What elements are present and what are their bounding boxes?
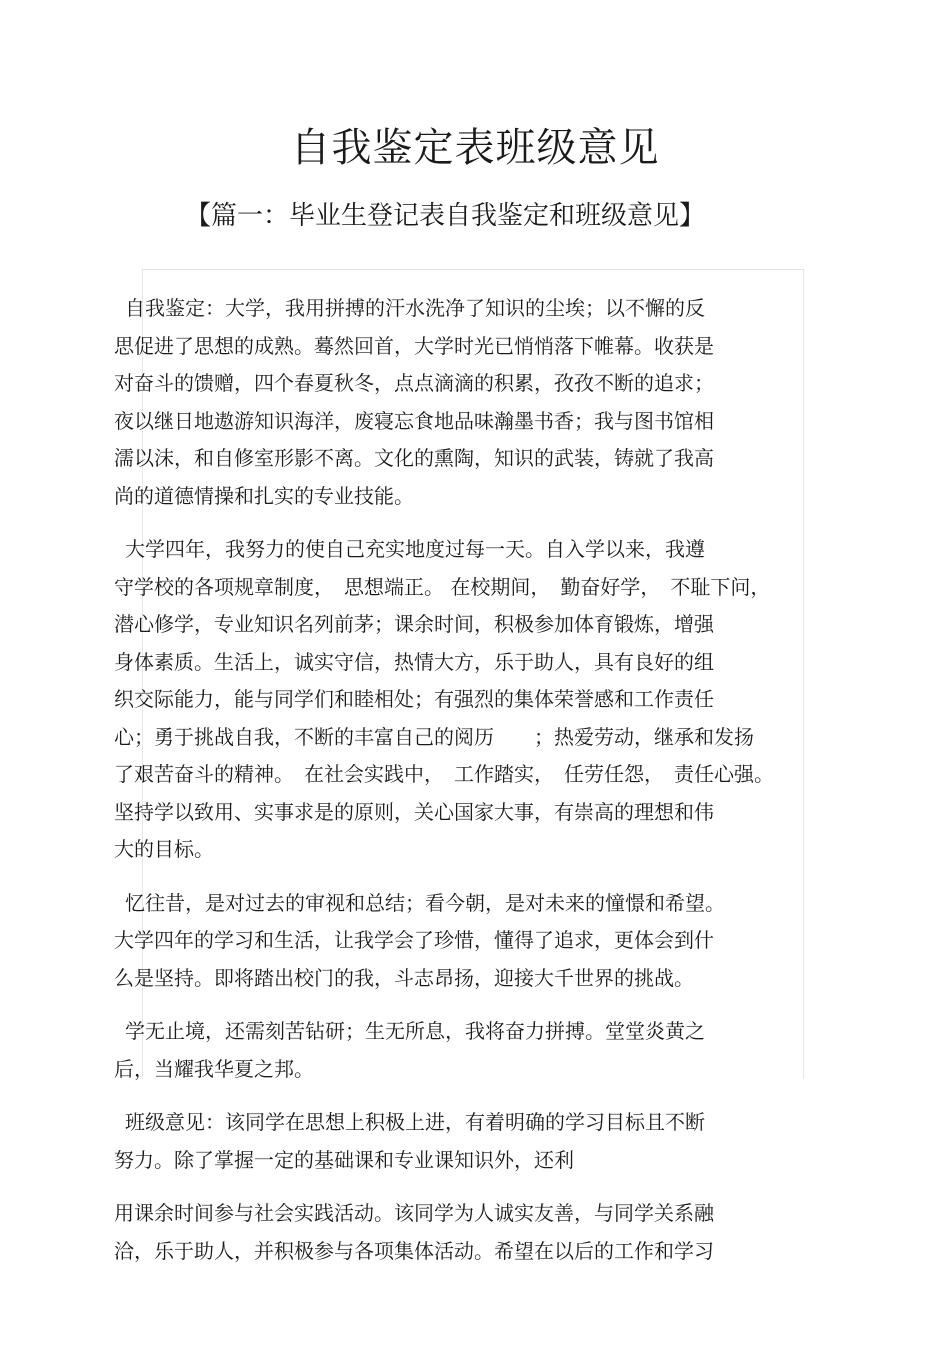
text-line: 思促进了思想的成熟。蓦然回首，大学时光已悄悄落下帷幕。收获是 bbox=[114, 333, 714, 358]
text-line: 用课余时间参与社会实践活动。该同学为人诚实友善，与同学关系融 bbox=[114, 1201, 714, 1225]
paragraph-self-assessment bbox=[114, 290, 844, 515]
text-line: 么是坚持。即将踏出校门的我，斗志昂扬，迎接大千世界的挑战。 bbox=[114, 965, 694, 990]
text-line: 濡以沫，和自修室形影不离。文化的熏陶，知识的武装，铸就了我高 bbox=[114, 446, 714, 470]
text-line: 对奋斗的馈赠，四个春夏秋冬，点点滴滴的积累，孜孜不断的追求； bbox=[114, 371, 714, 395]
text-line: 尚的道德情操和扎实的专业技能。 bbox=[114, 483, 414, 508]
page-subtitle: 【篇一：毕业生登记表自我鉴定和班级意见】 bbox=[184, 201, 705, 231]
paragraph-class-opinion bbox=[114, 1104, 844, 1179]
text-line: 夜以继日地遨游知识海洋，废寝忘食地品味瀚墨书香；我与图书馆相 bbox=[114, 408, 714, 433]
text-line: 守学校的各项规章制度， 思想端正。 在校期间， 勤奋好学， 不耻下问， bbox=[114, 574, 771, 599]
paragraph-class-opinion-continued bbox=[114, 1195, 844, 1270]
text-line: 自我鉴定：大学，我用拼搏的汗水洗净了知识的尘埃；以不懈的反 bbox=[125, 296, 705, 320]
text-line: 洽，乐于助人，并积极参与各项集体活动。希望在以后的工作和学习 bbox=[114, 1238, 714, 1263]
text-line: 学无止境，还需刻苦钻研；生无所息，我将奋力拼搏。堂堂炎黄之 bbox=[125, 1019, 705, 1043]
text-line: 身体素质。生活上，诚实守信，热情大方，乐于助人，具有良好的组 bbox=[114, 649, 714, 674]
paragraph-four-years bbox=[114, 531, 844, 869]
text-line: 了艰苦奋斗的精神。 在社会实践中， 工作踏实， 任劳任怨， 责任心强。 bbox=[114, 762, 774, 786]
text-line: 大的目标。 bbox=[114, 837, 214, 861]
text-line: 忆往昔，是对过去的审视和总结；看今朝，是对未来的憧憬和希望。 bbox=[125, 890, 725, 915]
text-line: 坚持学以致用、实事求是的原则，关心国家大事，有崇高的理想和伟 bbox=[114, 799, 714, 824]
page-title: 自我鉴定表班级意见 bbox=[290, 125, 660, 171]
text-line: 潜心修学，专业知识名列前茅；课余时间，积极参加体育锻炼，增强 bbox=[114, 612, 714, 636]
text-line: 心；勇于挑战自我，不断的丰富自己的阅历 ；热爱劳动，继承和发扬 bbox=[114, 724, 754, 749]
text-line: 班级意见：该同学在思想上积极上进，有着明确的学习目标且不断 bbox=[125, 1110, 705, 1134]
text-line: 织交际能力，能与同学们和睦相处；有强烈的集体荣誉感和工作责任 bbox=[114, 687, 714, 711]
text-line: 大学四年，我努力的使自己充实地度过每一天。自入学以来，我遵 bbox=[125, 537, 705, 561]
text-line: 大学四年的学习和生活，让我学会了珍惜，懂得了追求，更体会到什 bbox=[114, 928, 714, 952]
paragraph-reflection bbox=[114, 885, 844, 998]
text-line: 努力。除了掌握一定的基础课和专业课知识外，还利 bbox=[114, 1147, 574, 1172]
text-line: 后，当耀我华夏之邦。 bbox=[114, 1056, 314, 1081]
paragraph-endless-learning bbox=[114, 1013, 844, 1088]
body-text bbox=[114, 290, 844, 1280]
